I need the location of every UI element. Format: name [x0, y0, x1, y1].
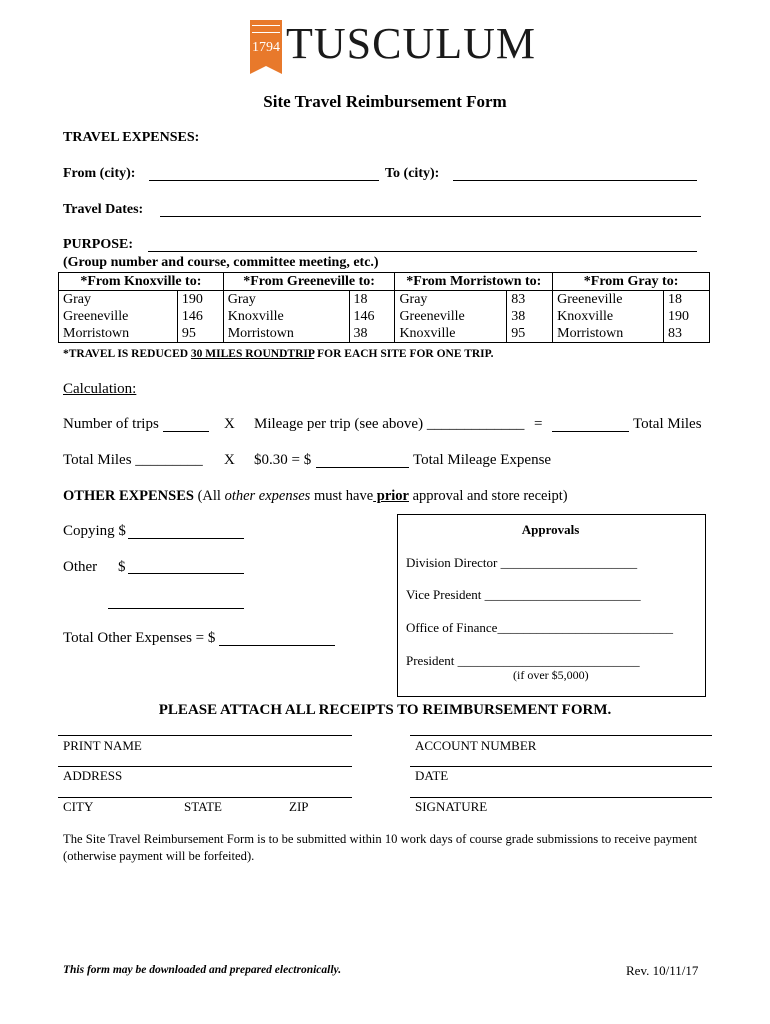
- table-cell: 83: [664, 325, 710, 343]
- table-cell: Greeneville: [553, 291, 664, 309]
- purpose-hint: (Group number and course, committee meeting, etc.): [63, 255, 379, 270]
- table-cell: 95: [177, 325, 223, 343]
- table-row: [59, 291, 710, 309]
- table-cell: 38: [349, 325, 395, 343]
- president-note: (if over $5,000): [513, 668, 589, 682]
- office-of-finance-line[interactable]: Office of Finance___________________________: [406, 620, 673, 635]
- signature-label: SIGNATURE: [415, 799, 488, 814]
- to-city-field[interactable]: [453, 180, 697, 181]
- to-city-label: To (city):: [385, 166, 440, 181]
- seal-stripe: [252, 25, 280, 33]
- vice-president-line[interactable]: Vice President ________________________: [406, 587, 641, 602]
- table-cell: Knoxville: [553, 308, 664, 325]
- signature-field[interactable]: [410, 797, 712, 798]
- submission-note-line2: (otherwise payment will be forfeited).: [63, 849, 255, 863]
- equals-sign: =: [534, 416, 543, 432]
- university-seal-logo: [250, 20, 282, 66]
- travel-reduction-note: [63, 348, 494, 360]
- copying-label: Copying $: [63, 523, 126, 539]
- purpose-field[interactable]: [148, 251, 697, 252]
- footer-download-note: This form may be downloaded and prepared electronically.: [63, 964, 342, 976]
- print-name-label: PRINT NAME: [63, 738, 142, 753]
- note-text: (All: [197, 488, 225, 504]
- table-cell: Gray: [223, 291, 349, 309]
- table-cell: 18: [664, 291, 710, 309]
- from-city-label: From (city):: [63, 166, 136, 181]
- president-line[interactable]: President ____________________________: [406, 653, 640, 668]
- header-greeneville: *From Greeneville to:: [223, 273, 395, 291]
- table-cell: Morristown: [59, 325, 178, 343]
- travel-dates-field[interactable]: [160, 216, 701, 217]
- trips-label: Number of trips: [63, 416, 159, 432]
- multiply-sign: X: [224, 452, 235, 468]
- table-cell: Morristown: [223, 325, 349, 343]
- table-cell: 190: [664, 308, 710, 325]
- city-state-zip-field[interactable]: [58, 797, 352, 798]
- mileage-expense-field[interactable]: [316, 467, 409, 468]
- other-field[interactable]: [128, 573, 244, 574]
- table-cell: Knoxville: [395, 325, 507, 343]
- account-number-label: ACCOUNT NUMBER: [415, 738, 537, 753]
- other-dollar: $: [118, 559, 126, 575]
- other-extra-field[interactable]: [108, 608, 244, 609]
- calculation-heading: Calculation:: [63, 381, 137, 397]
- table-cell: 18: [349, 291, 395, 309]
- table-cell: Gray: [395, 291, 507, 309]
- date-label: DATE: [415, 768, 449, 783]
- copying-field[interactable]: [128, 538, 244, 539]
- note-text: approval and store receipt): [409, 488, 568, 504]
- address-field[interactable]: [58, 766, 352, 767]
- mileage-per-trip-label: Mileage per trip (see above) _____________: [254, 416, 525, 432]
- total-miles-input-label: Total Miles _________: [63, 452, 203, 468]
- header-knoxville: *From Knoxville to:: [59, 273, 224, 291]
- other-label: Other: [63, 559, 98, 575]
- note-italic: other expenses: [224, 488, 311, 504]
- table-row: [59, 308, 710, 325]
- travel-dates-label: Travel Dates:: [63, 202, 144, 217]
- table-cell: 146: [349, 308, 395, 325]
- table-row: [59, 325, 710, 343]
- travel-expenses-heading: TRAVEL EXPENSES:: [63, 130, 200, 145]
- submission-note-line1: The Site Travel Reimbursement Form is to be submitted within 10 work days of course grade submissions to receive payment: [63, 832, 698, 846]
- zip-label: ZIP: [289, 799, 309, 814]
- multiply-sign: X: [224, 416, 235, 432]
- mileage-table: [58, 272, 710, 343]
- table-cell: Gray: [59, 291, 178, 309]
- mileage-table-header: [59, 273, 710, 291]
- from-city-field[interactable]: [149, 180, 379, 181]
- prior-emphasis: prior: [373, 488, 409, 504]
- attach-receipts-notice: PLEASE ATTACH ALL RECEIPTS TO REIMBURSEMENT FORM.: [158, 702, 612, 718]
- total-miles-label: Total Miles: [633, 416, 702, 432]
- mileage-rate: $0.30 = $: [254, 452, 312, 468]
- table-cell: 95: [507, 325, 553, 343]
- other-heading-text: OTHER EXPENSES: [63, 488, 194, 504]
- note-text: FOR EACH SITE FOR ONE TRIP.: [314, 348, 494, 360]
- table-cell: 146: [177, 308, 223, 325]
- other-expenses-heading: [63, 488, 568, 505]
- table-cell: Greeneville: [59, 308, 178, 325]
- table-cell: 190: [177, 291, 223, 309]
- date-field[interactable]: [410, 766, 712, 767]
- mileage-expense-label: Total Mileage Expense: [413, 452, 552, 468]
- revision-date: Rev. 10/11/17: [626, 963, 699, 978]
- total-other-field[interactable]: [219, 645, 335, 646]
- print-name-field[interactable]: [58, 735, 352, 736]
- university-wordmark: TUSCULUM: [286, 19, 537, 68]
- address-label: ADDRESS: [63, 768, 123, 783]
- total-miles-field[interactable]: [552, 431, 629, 432]
- header-gray: *From Gray to:: [553, 273, 710, 291]
- form-title: Site Travel Reimbursement Form: [263, 92, 507, 111]
- table-cell: Morristown: [553, 325, 664, 343]
- header-morristown: *From Morristown to:: [395, 273, 553, 291]
- table-cell: Greeneville: [395, 308, 507, 325]
- table-cell: Knoxville: [223, 308, 349, 325]
- state-label: STATE: [184, 799, 222, 814]
- trips-field[interactable]: [163, 431, 209, 432]
- table-cell: 83: [507, 291, 553, 309]
- city-label: CITY: [63, 799, 94, 814]
- approvals-heading: Approvals: [521, 522, 580, 537]
- note-text: *TRAVEL IS REDUCED: [63, 348, 191, 360]
- division-director-line[interactable]: Division Director _____________________: [406, 555, 638, 570]
- note-emphasis: 30 MILES ROUNDTRIP: [190, 348, 315, 360]
- account-number-field[interactable]: [410, 735, 712, 736]
- seal-year: 1794: [252, 40, 280, 55]
- purpose-label: PURPOSE:: [63, 237, 133, 252]
- table-cell: 38: [507, 308, 553, 325]
- total-other-label: Total Other Expenses = $: [63, 630, 216, 646]
- note-text: must have: [310, 488, 374, 504]
